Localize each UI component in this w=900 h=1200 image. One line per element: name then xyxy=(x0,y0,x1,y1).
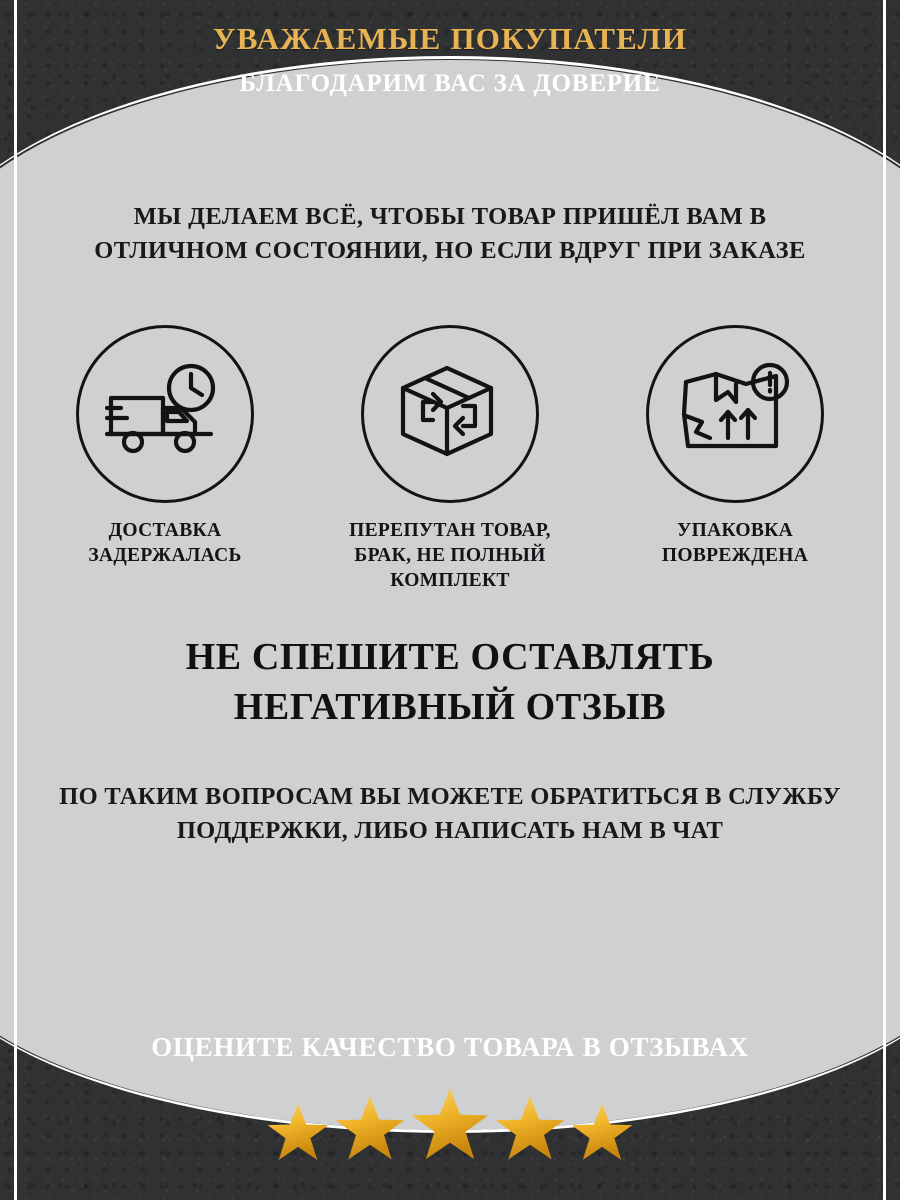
issue-caption: ПЕРЕПУТАН ТОВАР, БРАК, НЕ ПОЛНЫЙ КОМПЛЕКТ xyxy=(349,520,551,591)
issue-caption: ДОСТАВКА ЗАДЕРЖАЛАСЬ xyxy=(88,520,242,566)
issue-item-delivery-delayed xyxy=(30,325,300,594)
icon-badge xyxy=(646,325,824,503)
damaged-package-icon xyxy=(676,360,794,469)
star-icon[interactable] xyxy=(571,1101,633,1163)
star-icon[interactable] xyxy=(267,1101,329,1163)
issue-list xyxy=(30,325,870,594)
icon-badge xyxy=(361,325,539,503)
left-rail-divider xyxy=(14,0,17,1200)
rating-stars[interactable] xyxy=(0,1085,900,1163)
issue-item-damaged-package xyxy=(600,325,870,594)
right-rail-divider xyxy=(883,0,886,1200)
issue-caption: УПАКОВКА ПОВРЕЖДЕНА xyxy=(661,520,809,566)
box-return-arrow-icon xyxy=(389,358,511,471)
star-icon[interactable] xyxy=(335,1093,405,1163)
footer xyxy=(0,1030,900,1163)
headline: НЕ СПЕШИТЕ ОСТАВЛЯТЬ НЕГАТИВНЫЙ ОТЗЫВ xyxy=(185,636,715,729)
issue-item-wrong-item xyxy=(315,325,585,594)
delivery-truck-clock-icon xyxy=(105,362,225,467)
support-paragraph: ПО ТАКИМ ВОПРОСАМ ВЫ МОЖЕТЕ ОБРАТИТЬСЯ В СЛУЖБУ ПОДДЕРЖКИ, ЛИБО НАПИСАТЬ НАМ В ЧАТ xyxy=(59,783,841,845)
icon-badge xyxy=(76,325,254,503)
star-icon[interactable] xyxy=(495,1093,565,1163)
header-subtitle: БЛАГОДАРИМ ВАС ЗА ДОВЕРИЕ xyxy=(239,70,661,98)
star-icon[interactable] xyxy=(411,1085,489,1163)
page-title: УВАЖАЕМЫЕ ПОКУПАТЕЛИ xyxy=(212,21,688,56)
header xyxy=(0,22,900,99)
footer-call-to-action: ОЦЕНИТЕ КАЧЕСТВО ТОВАРА В ОТЗЫВАХ xyxy=(151,1032,749,1062)
intro-paragraph: МЫ ДЕЛАЕМ ВСЁ, ЧТОБЫ ТОВАР ПРИШЁЛ ВАМ В ОТЛИЧНОМ СОСТОЯНИИ, НО ЕСЛИ ВДРУГ ПРИ ЗАКАЗЕ xyxy=(94,203,806,264)
